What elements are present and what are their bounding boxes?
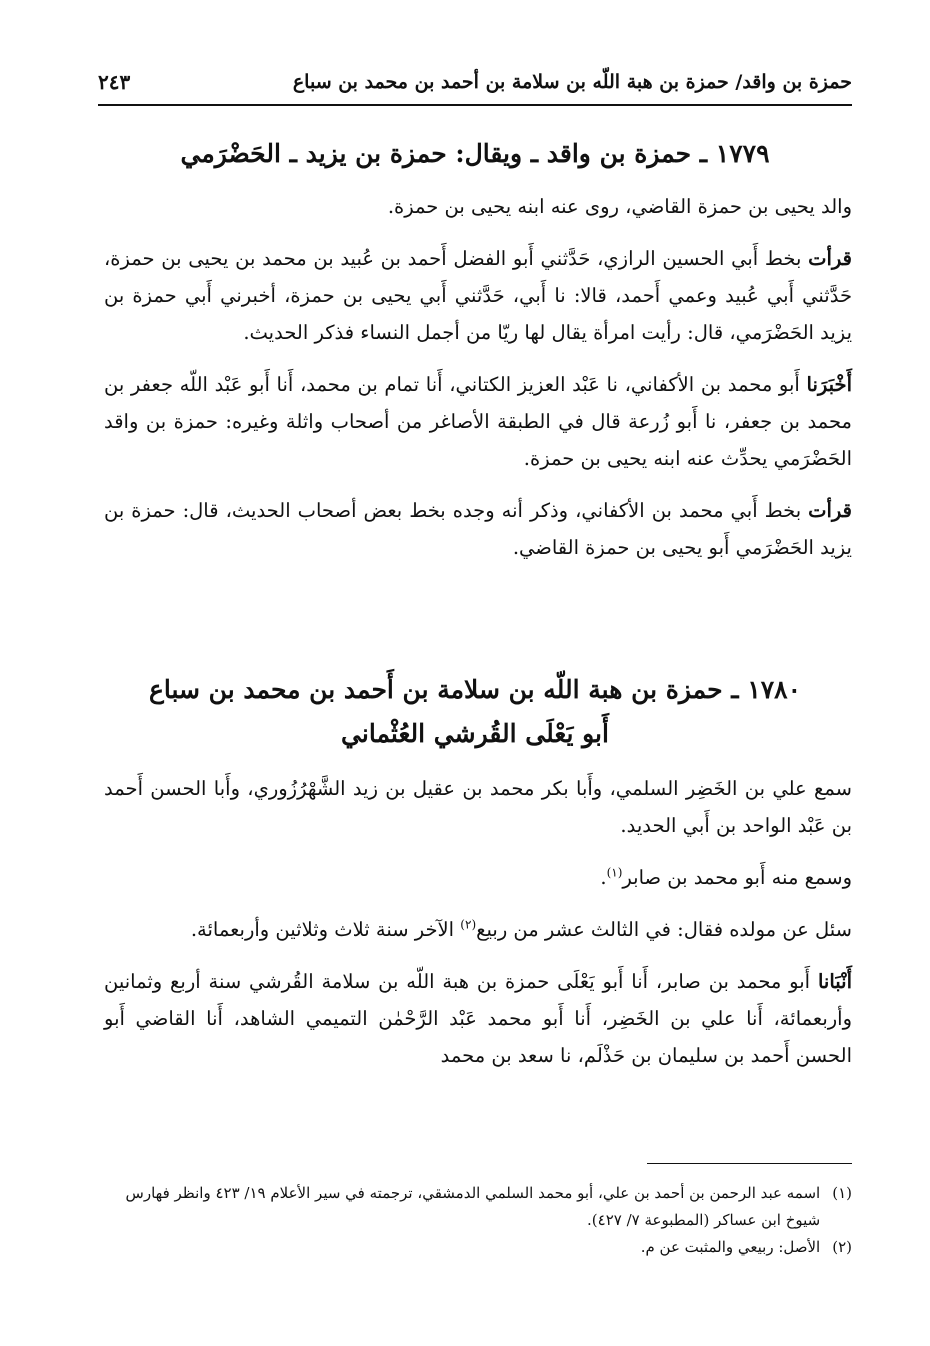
running-head-title: حمزة بن واقد/ حمزة بن هبة اللّه بن سلامة بن أحمد بن محمد بن سباع — [292, 71, 852, 93]
paragraph-text: وسمع منه أَبو محمد بن صابر — [622, 866, 852, 889]
entry-1779-title: ١٧٧٩ ـ حمزة بن واقد ـ ويقال: حمزة بن يزيد ـ الحَضْرَمي — [180, 139, 770, 168]
paragraph — [104, 911, 852, 948]
running-head — [98, 62, 852, 102]
footnote-ref: (١) — [606, 865, 623, 880]
footnote-ref: (٢) — [460, 917, 477, 932]
paragraph — [104, 366, 852, 477]
entry-1780-title — [100, 668, 850, 756]
paragraph-text: أَبو محمد بن صابر، أَنا أَبو يَعْلَى حمزة بن هبة اللّه بن سلامة القُرشي سنة أربع وثمانين وأربعمائة، أَنا علي بن الخَضِر، أَنا أَبو محمد عَبْد الرَّحْمٰن التميمي الشاهد، أَنا القاضي أَبو الحسن أَحمد بن سليمان بن حَذْلَم، نا سعد بن محمد — [104, 970, 852, 1067]
page-number: ٢٤٣ — [98, 70, 131, 94]
paragraph — [104, 963, 852, 1074]
paragraph-end: . — [600, 866, 607, 889]
paragraph-lead: قرأت — [808, 499, 852, 522]
footnote-text: الأصل: ربيعي والمثبت عن م. — [640, 1238, 821, 1256]
paragraph-text: أَبو محمد بن الأكفاني، نا عَبْد العزيز الكتاني، أَنا تمام بن محمد، أَنا أَبو عَبْد اللّه جعفر بن محمد بن جعفر، نا أَبو زُرعة قال في الطبقة الأصاغر من أصحاب واثلة وغيره: حمزة بن واقد الحَضْرَمي يحدِّث عنه ابنه يحيى بن حمزة. — [104, 373, 852, 470]
entry-1780-body — [104, 770, 852, 1089]
paragraph — [104, 240, 852, 351]
paragraph-text: الآخر سنة ثلاث وثلاثين وأربعمائة. — [190, 918, 461, 941]
paragraph-text: سئل عن مولده فقال: في الثالث عشر من ربيع — [476, 918, 852, 941]
paragraph-text: بخط أَبي الحسين الرازي، حَدَّثني أَبو الفضل أَحمد بن عُبيد بن محمد بن يحيى بن حمزة، حَدَّثني أَبي عُبيد وعمي أَحمد، قالا: نا أَبي، حَدَّثني أَبي يحيى بن حمزة، أخبرني أَبي حمزة بن يزيد الحَضْرَمي، قال: رأيت امرأة يقال لها ريّا من أجمل النساء فذكر الحديث. — [104, 247, 852, 344]
footnote — [104, 1180, 852, 1234]
paragraph — [104, 492, 852, 566]
footnote-number: (١) — [832, 1184, 852, 1202]
paragraph-lead: أَنْبَانا — [817, 970, 852, 993]
footnote-rule — [647, 1163, 852, 1164]
paragraph-text: سمع علي بن الخَضِر السلمي، وأَبا بكر محمد بن عقيل بن زيد الشَّهْرُزُوري، وأَبا الحسن أَحمد بن عَبْد الواحد بن أَبي الحديد. — [104, 777, 852, 837]
footnote — [104, 1234, 852, 1261]
paragraph — [104, 859, 852, 896]
paragraph-lead: قرأت — [808, 247, 852, 270]
paragraph — [104, 770, 852, 844]
header-rule — [98, 104, 852, 106]
paragraph-text: والد يحيى بن حمزة القاضي، روى عنه ابنه يحيى بن حمزة. — [387, 195, 852, 218]
footnotes — [104, 1180, 852, 1261]
entry-1780-title-line1: ١٧٨٠ ـ حمزة بن هبة اللّه بن سلامة بن أَحمد بن محمد بن سباع — [148, 675, 802, 704]
entry-1780-title-line2: أَبو يَعْلَى القُرشي العُثْماني — [341, 719, 609, 748]
paragraph-text: بخط أَبي محمد بن الأكفاني، وذكر أنه وجده بخط بعض أصحاب الحديث، قال: حمزة بن يزيد الحَضْرَمي أَبو يحيى بن حمزة القاضي. — [104, 499, 852, 559]
footnote-text: اسمه عبد الرحمن بن أحمد بن علي، أبو محمد السلمي الدمشقي، ترجمته في سير الأعلام ١٩/ ٤٢٣ وانظر فهارس شيوخ ابن عساكر (المطبوعة ٧/ ٤٢٧). — [125, 1184, 821, 1229]
paragraph-lead: أَخْبَرَنا — [806, 373, 852, 396]
footnote-number: (٢) — [832, 1238, 852, 1256]
paragraph — [104, 188, 852, 225]
entry-1779-body — [104, 188, 852, 581]
